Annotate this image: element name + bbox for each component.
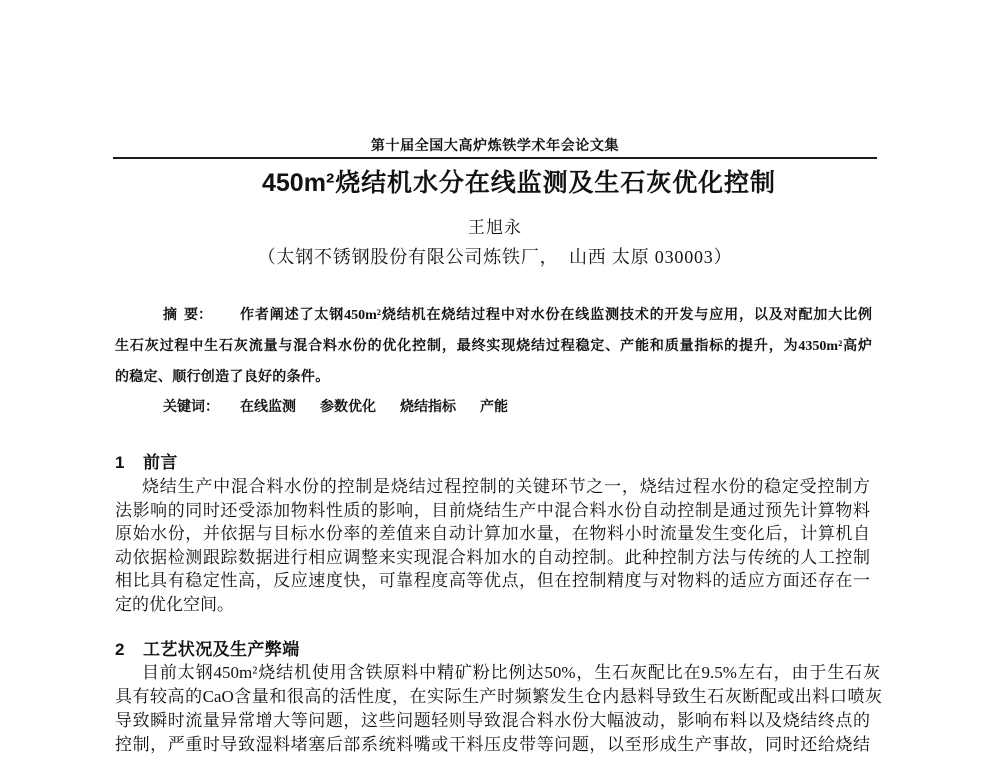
body-line: 导致瞬时流量异常增大等问题，这些问题轻则导致混合料水份大幅波动，影响布料以及烧结终点的 (115, 711, 870, 730)
author-name: 王旭永 (468, 218, 522, 237)
section-body (115, 475, 870, 617)
body-line: 控制，严重时导致湿料堵塞后部系统料嘴或干料压皮带等问题，以至形成生产事故，同时还给烧结 (115, 735, 870, 754)
keyword: 产能 (480, 400, 508, 415)
body-line: 烧结生产中混合料水份的控制是烧结过程控制的关键环节之一，烧结过程水份的稳定受控制方 (142, 477, 870, 496)
keyword: 参数优化 (320, 400, 376, 415)
author-affiliation: （太钢不锈钢股份有限公司炼铁厂， 山西 太原 030003） (257, 247, 733, 267)
body-line: 相比具有稳定性高，反应速度快，可靠程度高等优点，但在控制精度与对物料的适应方面还存在一 (115, 571, 870, 591)
section-title: 前言 (143, 453, 178, 472)
body-line: 具有较高的CaO含量和很高的活性度，在实际生产时频繁发生仓内悬料导致生石灰断配或出料口喷灰 (115, 687, 882, 706)
keyword: 在线监测 (240, 400, 296, 415)
body-line: 定的优化空间。 (115, 594, 234, 614)
keyword: 烧结指标 (400, 400, 456, 415)
abstract-line: 生石灰过程中生石灰流量与混合料水份的优化控制，最终实现烧结过程稳定、产能和质量指标的提升，为4350m²高炉 (115, 339, 872, 354)
paper-title: 450m²烧结机水分在线监测及生石灰优化控制 (262, 169, 775, 197)
body-line: 目前太钢450m²烧结机使用含铁原料中精矿粉比例达50%，生石灰配比在9.5%左右，由于生石灰 (142, 663, 880, 682)
abstract-line: 作者阐述了太钢450m²烧结机在烧结过程中对水份在线监测技术的开发与应用，以及对配加大比例 (240, 308, 872, 323)
header-rule (113, 157, 877, 159)
abstract-label: 摘 要： (163, 308, 212, 323)
body-line: 动依据检测跟踪数据进行相应调整来实现混合料加水的自动控制。此种控制方法与传统的人工控制 (115, 547, 870, 567)
body-line: 原始水份，并依据与目标水份率的差值来自动计算加水量，在物料小时流量发生变化后，计算机自 (115, 524, 870, 544)
section-number: 2 (115, 640, 125, 659)
body-line: 法影响的同时还受添加物料性质的影响，目前烧结生产中混合料水份自动控制是通过预先计算物料 (115, 500, 870, 520)
running-header: 第十届全国大高炉炼铁学术年会论文集 (370, 137, 620, 153)
section-title: 工艺状况及生产弊端 (143, 640, 300, 659)
section-body (115, 661, 882, 757)
section-number: 1 (115, 453, 125, 472)
keywords-list (240, 397, 508, 419)
abstract-line: 的稳定、顺行创造了良好的条件。 (115, 370, 330, 385)
keywords-label: 关键词： (163, 400, 219, 415)
